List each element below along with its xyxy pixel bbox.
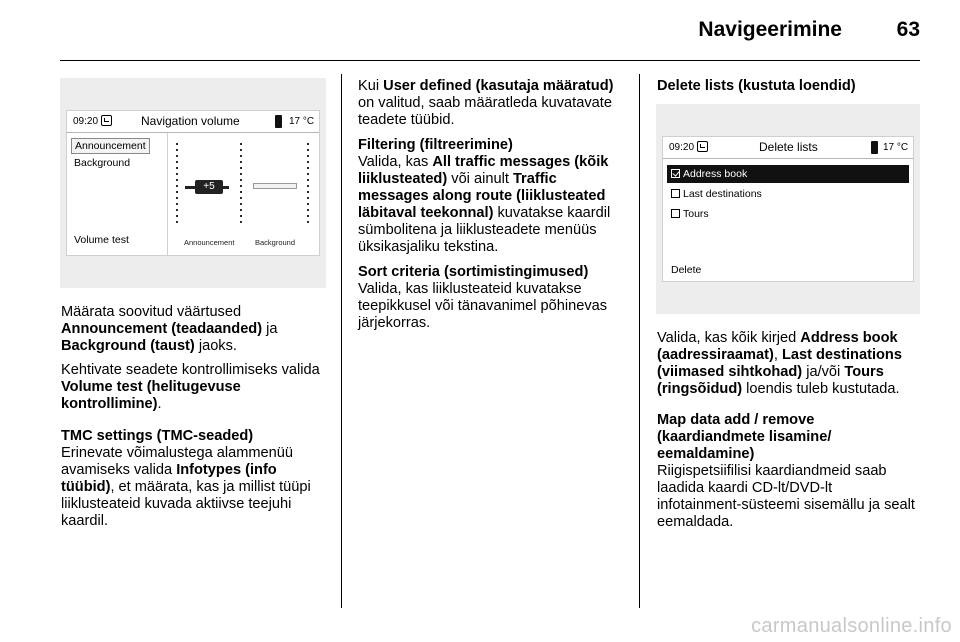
phone-icon (275, 115, 282, 128)
menu-item-volume-test[interactable]: Volume test (74, 234, 129, 246)
paragraph-tmc: Erinevate võimalustega alammenüü avamiseks valida Infotypes (info tüübid), et määrata, kas ja millist tüüpi liiklusteateid kuvada aktiivse teejuhi kaardil. (61, 445, 311, 529)
volume-scale-left (176, 141, 178, 223)
status-bar (67, 111, 319, 133)
paragraph-sort-criteria: Valida, kas liiklusteateid kuvatakse teepikkusel või tänavanimel põhinevas järjekorras. (358, 281, 608, 331)
status-bar (663, 137, 913, 159)
navigation-volume-figure (60, 78, 326, 288)
paragraph-announcement-background: Määrata soovitud väärtused Announcement (teadaanded) ja Background (taust) jaoks. (61, 304, 278, 354)
heading-tmc-settings: TMC settings (TMC-seaded) (61, 428, 254, 444)
delete-button[interactable]: Delete (671, 264, 702, 276)
heading-filtering: Filtering (filtreerimine) (358, 137, 513, 153)
checkbox-icon[interactable] (671, 209, 680, 218)
menu-item-announcement[interactable]: Announcement (71, 138, 150, 154)
delete-lists-screen (662, 136, 914, 282)
paragraph-volume-test: Kehtivate seadete kontrollimiseks valida Volume test (helitugevuse kontrollimine). (61, 362, 320, 412)
phone-icon (871, 141, 878, 154)
right-column-text (657, 330, 919, 538)
paragraph-filtering: Valida, kas All traffic messages (kõik liiklusteated) või ainult Traffic messages along route (liiklusteated läbitaval teekonnal) kuvatakse kaardil sümbolitena ja liiklusteadete menüüs üksikasjaliku tekstina. (358, 154, 611, 255)
delete-lists-figure (656, 104, 920, 314)
list-item-tours[interactable]: Tours (667, 205, 909, 223)
background-volume-slider[interactable] (253, 183, 297, 189)
clock-time: 09:20 (669, 142, 695, 153)
watermark: carmanualsonline.info (751, 615, 952, 637)
paragraph-user-defined: Kui User defined (kasutaja määratud) on valitud, saab määratleda kuvatavate teadete tüübid. (358, 78, 614, 128)
temperature: 17 °C (289, 116, 315, 127)
page-number: 63 (896, 18, 920, 41)
menu-item-background[interactable]: Background (74, 157, 131, 169)
screen-title: Delete lists (759, 140, 818, 154)
temperature: 17 °C (883, 142, 909, 153)
navigation-volume-screen (66, 110, 320, 256)
column-divider-right (639, 74, 640, 608)
page-header (0, 0, 960, 60)
heading-delete-lists: Delete lists (kustuta loendid) (657, 78, 856, 94)
clock-icon (697, 141, 708, 152)
right-column-heading (657, 78, 919, 95)
heading-map-data: Map data add / remove (kaardiandmete lisamine/ eemaldamine) (657, 412, 832, 462)
header-rule (60, 60, 920, 61)
caption-background: Background (255, 238, 296, 247)
volume-scale-middle (240, 141, 242, 223)
checkbox-checked-icon[interactable] (671, 169, 680, 178)
paragraph-map-data: Riigispetsiifilisi kaardiandmeid saab laadida kaardi CD-lt/DVD-lt infotainment-süsteemi sisemällu ja sealt eemaldada. (657, 463, 915, 530)
checkbox-icon[interactable] (671, 189, 680, 198)
clock-time: 09:20 (73, 116, 99, 127)
panel-divider (167, 133, 168, 256)
heading-sort-criteria: Sort criteria (sortimistingimused) (358, 264, 589, 280)
column-divider-left (341, 74, 342, 608)
screen-title: Navigation volume (141, 114, 240, 128)
left-column-text (61, 304, 333, 537)
caption-announcement: Announcement (184, 238, 235, 247)
list-item-address-book[interactable]: Address book (667, 165, 909, 183)
clock-icon (101, 115, 112, 126)
paragraph-delete-lists: Valida, kas kõik kirjed Address book (aadressiraamat), Last destinations (viimased sihtkohad) ja/või Tours (ringsõidud) loendis tuleb kustutada. (657, 330, 902, 397)
announcement-volume-slider[interactable]: +5 (195, 180, 223, 194)
list-item-last-destinations[interactable]: Last destinations (667, 185, 909, 203)
page-title: Navigeerimine (698, 18, 842, 41)
volume-scale-right (307, 141, 309, 223)
middle-column-text (358, 78, 630, 339)
